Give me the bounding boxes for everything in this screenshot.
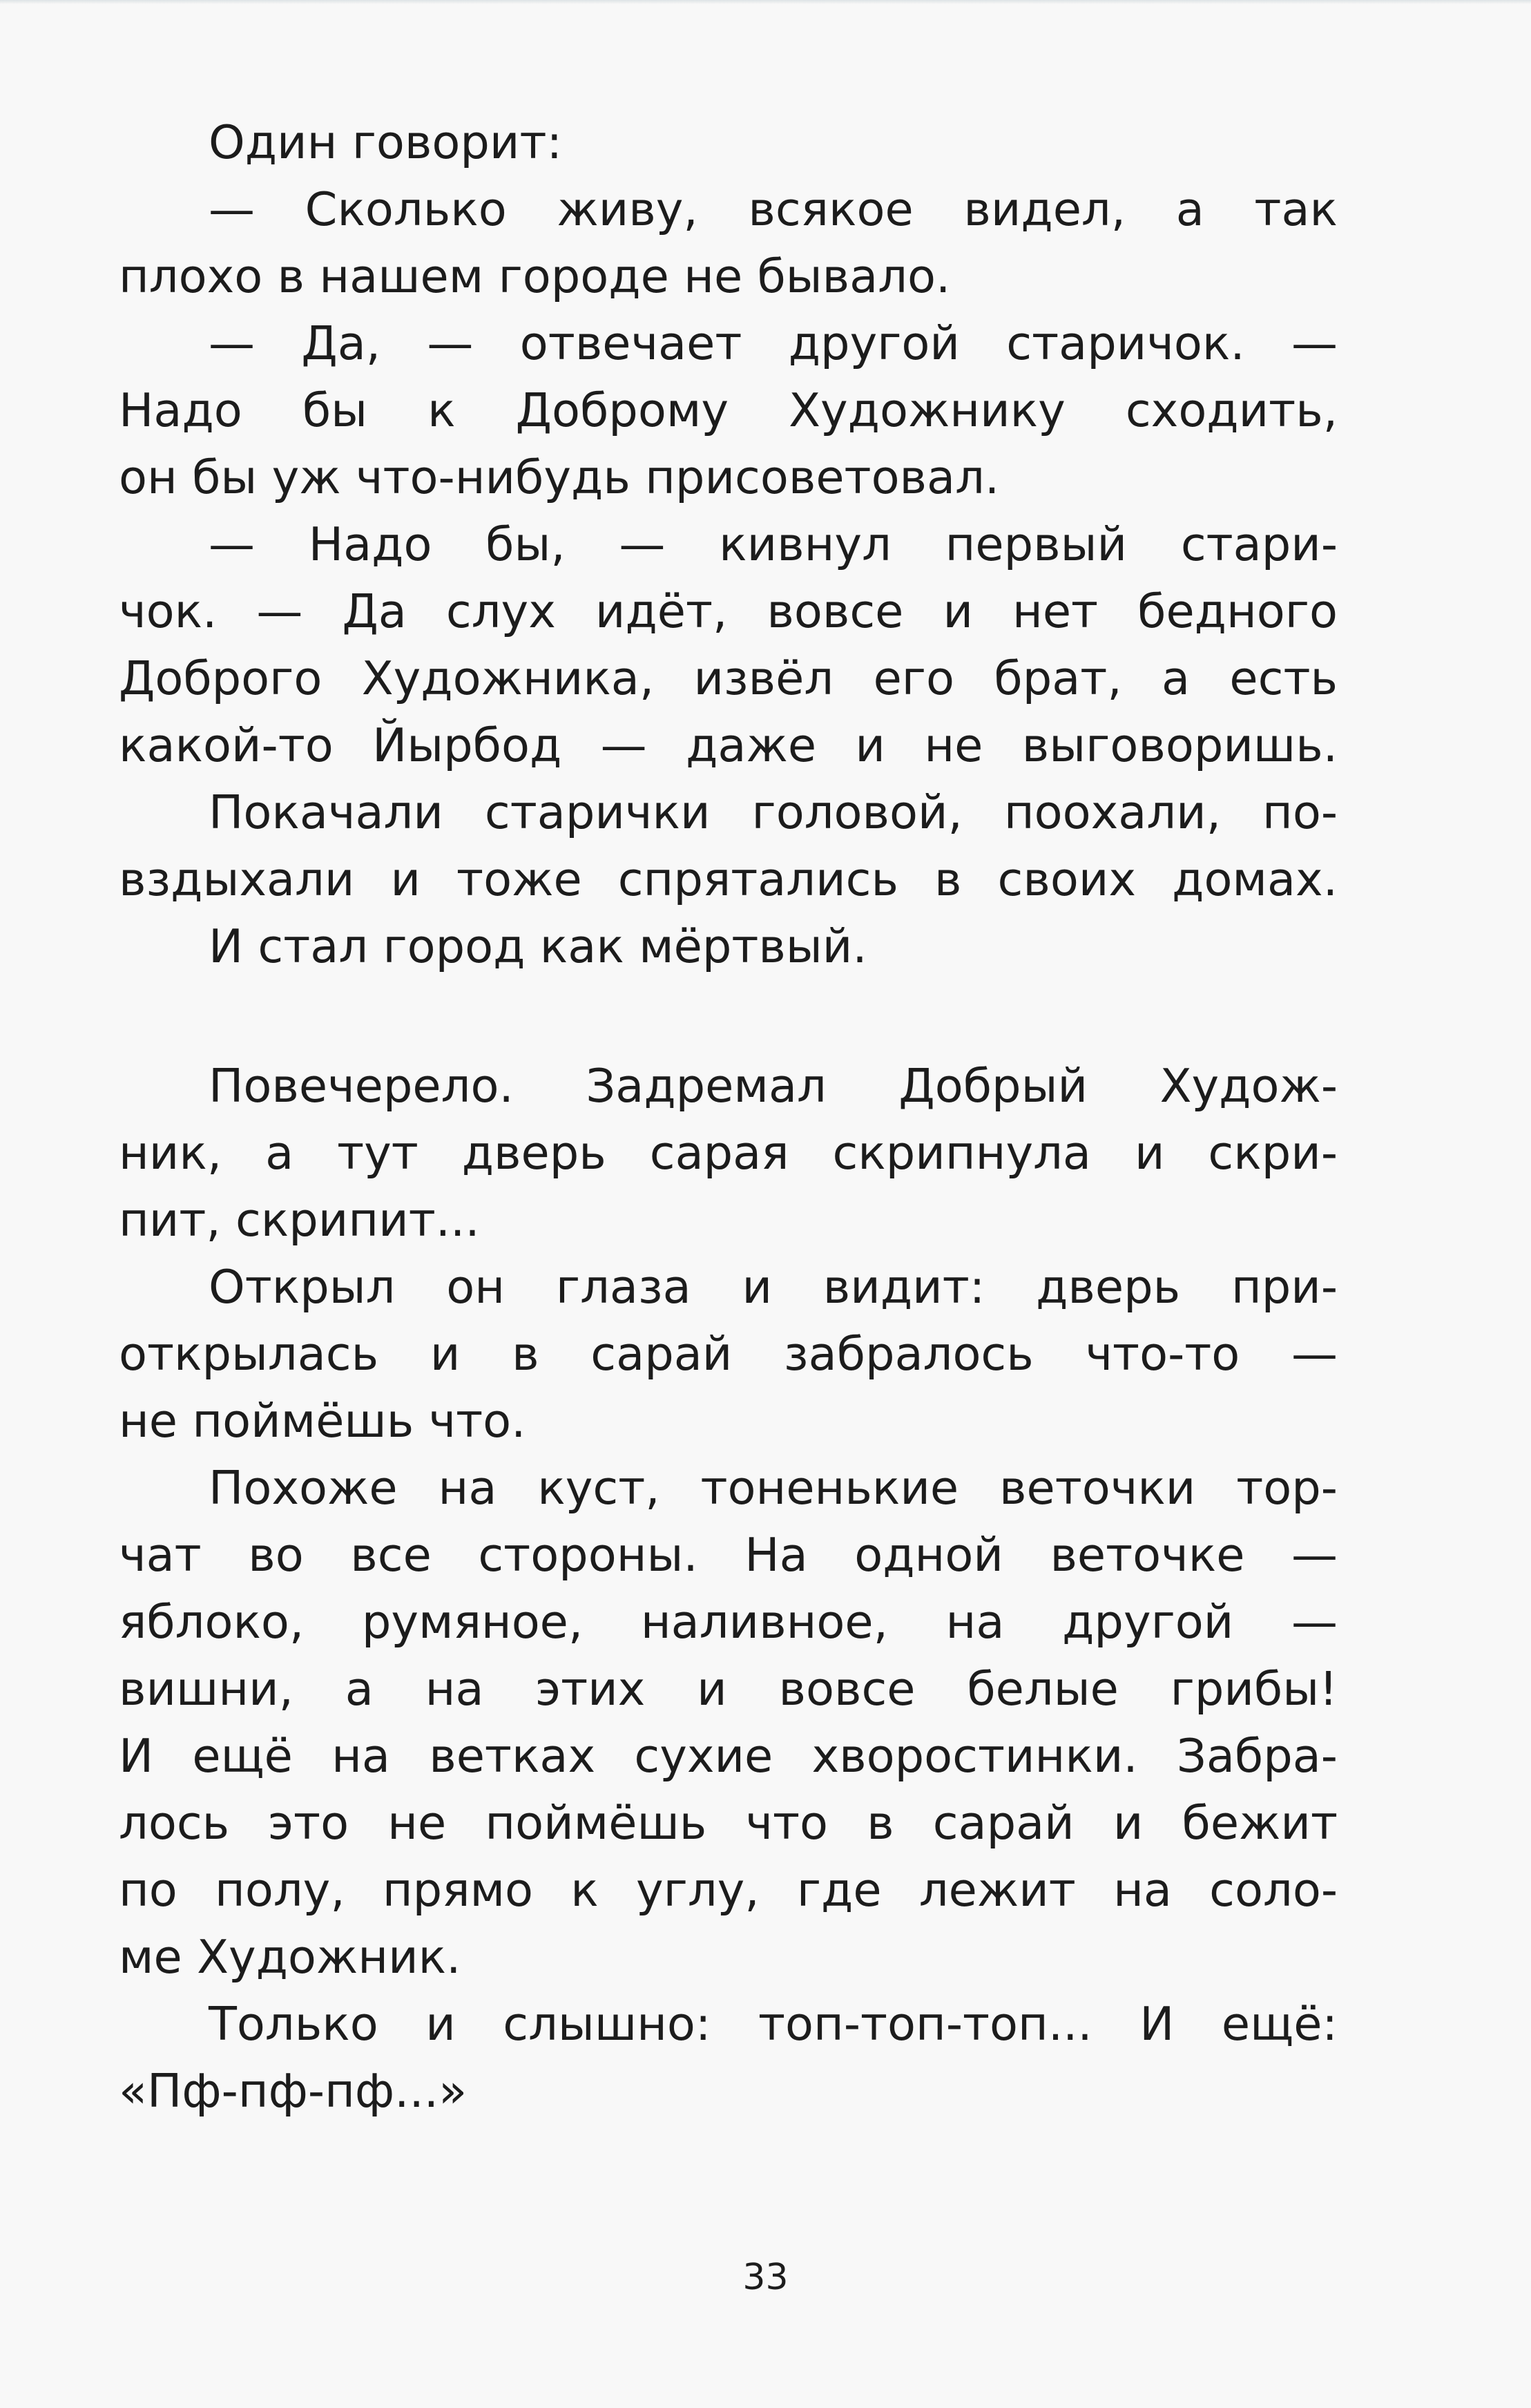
text-line: Надо бы к Доброму Художнику сходить, xyxy=(119,383,1338,437)
text-line: Повечерело. Задремал Добрый Худож- xyxy=(209,1059,1338,1113)
text-line: Покачали старички головой, поохали, по- xyxy=(209,785,1338,839)
text-line: открылась и в сарай забралось что-то — xyxy=(119,1327,1338,1381)
text-section-bottom xyxy=(119,1053,1338,2125)
text-line: Только и слышно: топ-топ-топ... И ещё: xyxy=(209,1997,1338,2051)
text-line: лось это не поймёшь что в сарай и бежит xyxy=(119,1796,1338,1850)
text-line: И стал город как мёртвый. xyxy=(209,919,867,973)
page-number: 33 xyxy=(742,2257,789,2298)
text-section-top xyxy=(119,109,1338,980)
text-line: чат во все стороны. На одной веточке — xyxy=(119,1528,1338,1582)
text-line: не поймёшь что. xyxy=(119,1394,526,1448)
text-line: ник, а тут дверь сарая скрипнула и скри- xyxy=(119,1126,1338,1180)
text-line: И ещё на ветках сухие хворостинки. Забра- xyxy=(119,1729,1338,1783)
text-line: «Пф-пф-пф...» xyxy=(119,2064,468,2118)
text-line: вздыхали и тоже спрятались в своих домах. xyxy=(119,852,1338,906)
text-line: Похоже на куст, тоненькие веточки тор- xyxy=(209,1461,1338,1515)
text-line: пит, скрипит... xyxy=(119,1193,480,1247)
text-line: по полу, прямо к углу, где лежит на соло- xyxy=(119,1863,1338,1917)
text-line: — Да, — отвечает другой старичок. — xyxy=(209,316,1338,370)
text-line: какой-то Йырбод — даже и не выговоришь. xyxy=(119,718,1338,772)
text-line: яблоко, румяное, наливное, на другой — xyxy=(119,1595,1338,1649)
text-line: Один говорит: xyxy=(209,115,563,169)
text-line: — Надо бы, — кивнул первый стари- xyxy=(209,517,1338,571)
text-line: Доброго Художника, извёл его брат, а есть xyxy=(119,651,1338,705)
text-line: вишни, а на этих и вовсе белые грибы! xyxy=(119,1662,1338,1716)
text-line: — Сколько живу, всякое видел, а так xyxy=(209,182,1338,236)
text-line: чок. — Да слух идёт, вовсе и нет бедного xyxy=(119,584,1338,638)
text-line: плохо в нашем городе не бывало. xyxy=(119,249,951,303)
text-line: Открыл он глаза и видит: дверь при- xyxy=(209,1260,1338,1314)
text-line: он бы уж что-нибудь присоветовал. xyxy=(119,450,1000,504)
text-line: ме Художник. xyxy=(119,1930,461,1984)
